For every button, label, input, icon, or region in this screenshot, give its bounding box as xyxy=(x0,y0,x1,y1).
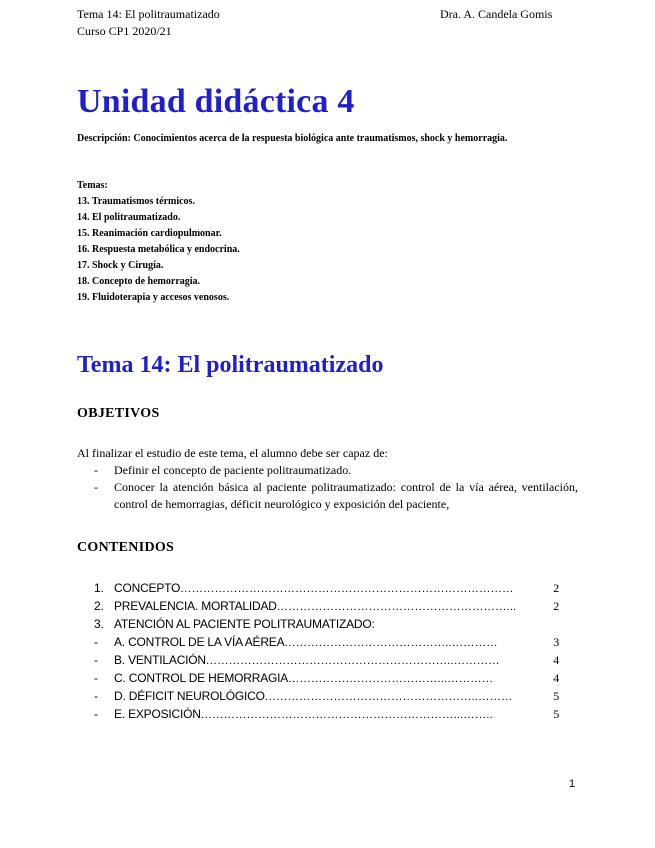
toc-label: C. CONTROL DE HEMORRAGIA xyxy=(114,671,289,685)
toc-item xyxy=(94,669,559,687)
objetivo-item xyxy=(94,462,578,479)
toc-page: 2 xyxy=(553,581,559,595)
toc-number: 2. xyxy=(94,599,104,613)
toc-leader-dots: …………………………………………………………………………… xyxy=(180,583,514,595)
toc-label: E. EXPOSICIÓN xyxy=(114,707,201,721)
toc-leader-dots: …………………………………………………………...…….. xyxy=(200,709,494,721)
toc-number: - xyxy=(94,707,98,721)
toc-number: - xyxy=(94,689,98,703)
toc-number: - xyxy=(94,671,98,685)
toc-number: 1. xyxy=(94,581,104,595)
toc-leader-dots: …………………………………...………… xyxy=(288,673,494,685)
toc-leader-dots: ……………………………………..………… xyxy=(284,637,498,649)
toc-leader-dots: ……………………………………………………... xyxy=(276,601,517,613)
bullet-dash: - xyxy=(94,480,98,494)
header-course-topic: Tema 14: El politraumatizado xyxy=(77,7,220,21)
topic-item: 15. Reanimación cardiopulmonar. xyxy=(77,228,222,239)
toc-page: 2 xyxy=(553,599,559,613)
objetivo-item xyxy=(94,479,578,513)
toc-leader-dots: ………………………………………………………..………… xyxy=(205,655,500,667)
toc-item xyxy=(94,597,559,615)
topic-item: 18. Concepto de hemorragia. xyxy=(77,276,201,287)
table-of-contents xyxy=(94,579,559,723)
toc-item xyxy=(94,633,559,651)
toc-label: ATENCIÓN AL PACIENTE POLITRAUMATIZADO: xyxy=(114,617,375,631)
toc-label: B. VENTILACIÓN xyxy=(114,653,206,667)
toc-number: - xyxy=(94,653,98,667)
toc-number: 3. xyxy=(94,617,104,631)
topic-item: 16. Respuesta metabólica y endocrina. xyxy=(77,244,240,255)
topic-list xyxy=(77,178,240,306)
toc-label: D. DÉFICIT NEUROLÓGICO xyxy=(114,689,265,703)
toc-item xyxy=(94,615,559,633)
toc-leader-dots: ………………………………………………..……… xyxy=(264,691,513,703)
unit-title: Unidad didáctica 4 xyxy=(77,83,355,120)
tema-title: Tema 14: El politraumatizado xyxy=(77,352,384,378)
objetivos-list xyxy=(94,462,578,513)
header-course-year: Curso CP1 2020/21 xyxy=(77,24,172,38)
objetivos-heading: OBJETIVOS xyxy=(77,406,160,421)
toc-page: 3 xyxy=(553,635,559,649)
toc-label: CONCEPTO xyxy=(114,581,181,595)
topic-item: 17. Shock y Cirugía. xyxy=(77,260,164,271)
toc-number: - xyxy=(94,635,98,649)
topic-item: 14. El politraumatizado. xyxy=(77,212,181,223)
toc-label: A. CONTROL DE LA VÍA AÉREA xyxy=(114,635,285,649)
header-author: Dra. A. Candela Gomis xyxy=(440,7,553,21)
objetivo-text: Conocer la atención básica al paciente politraumatizado: control de la vía aérea, ventilación, control de hemorragias, déficit neurológico y exposición del paciente, xyxy=(114,480,578,511)
toc-label: PREVALENCIA. MORTALIDAD xyxy=(114,599,277,613)
topic-item: 13. Traumatismos térmicos. xyxy=(77,196,195,207)
topic-item: 19. Fluidoterapia y accesos venosos. xyxy=(77,292,230,303)
toc-page: 4 xyxy=(553,653,559,667)
contenidos-heading: CONTENIDOS xyxy=(77,540,175,555)
objetivos-intro: Al finalizar el estudio de este tema, el alumno debe ser capaz de: xyxy=(77,446,388,460)
toc-page: 4 xyxy=(553,671,559,685)
toc-item xyxy=(94,651,559,669)
objetivo-text: Definir el concepto de paciente politraumatizado. xyxy=(114,463,352,477)
topics-heading: Temas: xyxy=(77,180,108,191)
toc-item xyxy=(94,687,559,705)
toc-item xyxy=(94,579,559,597)
toc-item xyxy=(94,705,559,723)
unit-description: Descripción: Conocimientos acerca de la respuesta biológica ante traumatismos, shock y hemorragia. xyxy=(77,133,508,144)
page-number: 1 xyxy=(569,778,576,790)
toc-page: 5 xyxy=(553,707,559,721)
bullet-dash: - xyxy=(94,463,98,477)
toc-page: 5 xyxy=(553,689,559,703)
